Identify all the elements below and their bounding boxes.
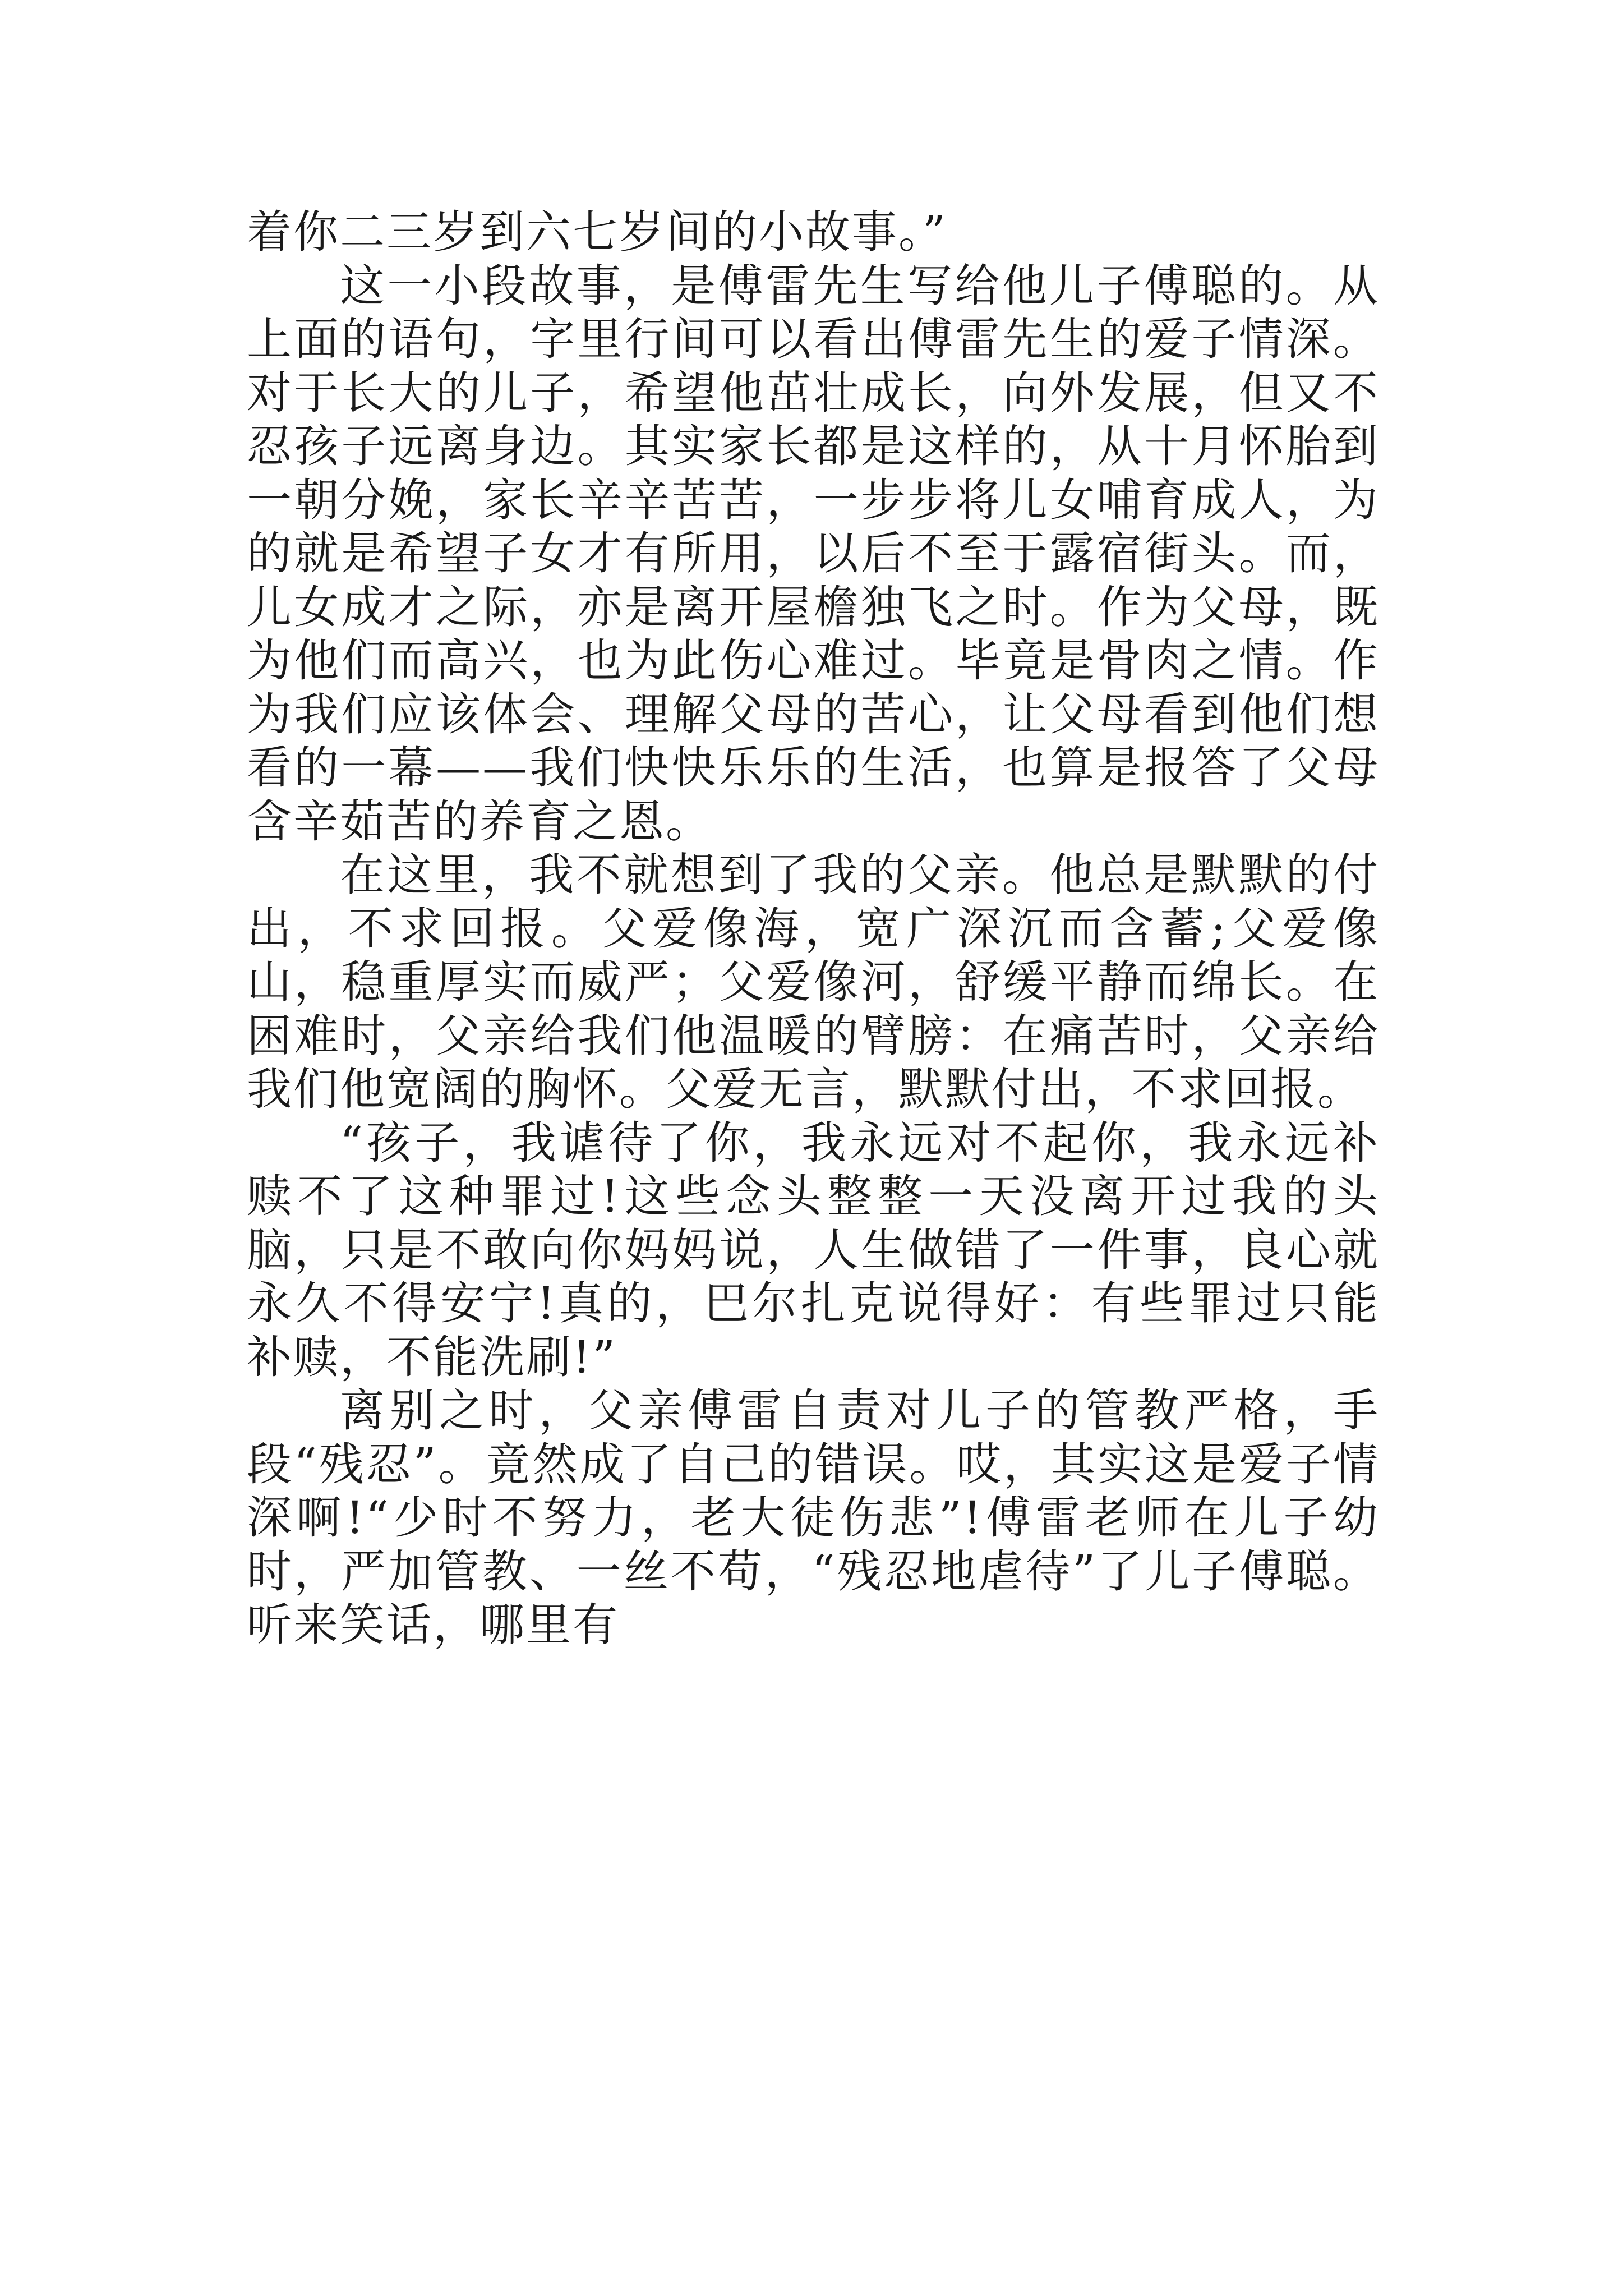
body-text	[247, 205, 1380, 1652]
paragraph-5: 离别之时，父亲傅雷自责对儿子的管教严格，手段“残忍”。竟然成了自己的错误。哎，其实这是爱子情深啊!“少时不努力，老大徒伤悲”!傅雷老师在儿子幼时，严加管教、一丝不苟，“残忍地虐待”了儿子傅聪。听来笑话，哪里有	[247, 1384, 1380, 1651]
paragraph-2: 这一小段故事，是傅雷先生写给他儿子傅聪的。从上面的语句，字里行间可以看出傅雷先生的爱子情深。对于长大的儿子，希望他茁壮成长，向外发展，但又不忍孩子远离身边。其实家长都是这样的，从十月怀胎到一朝分娩，家长辛辛苦苦，一步步将儿女哺育成人，为的就是希望子女才有所用，以后不至于露宿街头。而，儿女成才之际，亦是离开屋檐独飞之时。作为父母，既为他们而高兴，也为此伤心难过。毕竟是骨肉之情。作为我们应该体会、理解父母的苦心，让父母看到他们想看的一幕——我们快快乐乐的生活，也算是报答了父母含辛茹苦的养育之恩。	[247, 259, 1380, 848]
paragraph-1: 着你二三岁到六七岁间的小故事。”	[247, 206, 947, 258]
paragraph-3: 在这里，我不就想到了我的父亲。他总是默默的付出，不求回报。父爱像海，宽广深沉而含蓄;父爱像山，稳重厚实而威严；父爱像河，舒缓平静而绵长。在困难时，父亲给我们他温暖的臂膀：在痛苦时，父亲给我们他宽阔的胸怀。父爱无言，默默付出，不求回报。	[247, 849, 1380, 1115]
paragraph-4: “孩子，我谑待了你，我永远对不起你，我永远补赎不了这种罪过!这些念头整整一天没离开过我的头脑，只是不敢向你妈妈说，人生做错了一件事，良心就永久不得安宁!真的，巴尔扎克说得好：有些罪过只能补赎，不能洗刷!”	[247, 1116, 1380, 1383]
